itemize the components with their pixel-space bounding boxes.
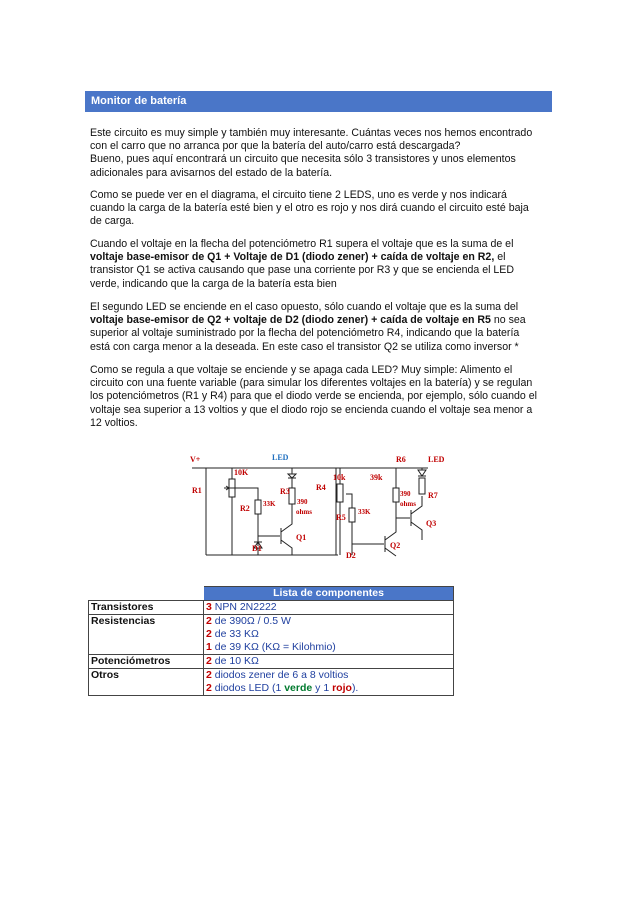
led1-label: LED [272, 453, 289, 462]
led2-label: LED [428, 455, 445, 464]
leds-paragraph: Como se puede ver en el diagrama, el circuito tiene 2 LEDS, uno es verde y nos indicará cuando la carga de la batería esté bien y el otro es rojo y nos dirá cuando el circuito esté baja de carga. [90, 189, 529, 228]
r3-value: 390 [297, 498, 308, 506]
section-title: Monitor de batería [85, 91, 552, 112]
vplus-label: V+ [190, 455, 201, 464]
battery-monitor-schematic [188, 448, 453, 566]
intro-paragraph: Este circuito es muy simple y también muy interesante. Cuántas veces nos hemos encontrado con el carro que no arranca por que la batería del auto/carro está descargada? Bueno, pues aquí encontrará un circuito que necesita sólo 3 transistores y unos elementos adicionales para avisarnos del estado de la batería. [90, 127, 533, 179]
regulation-paragraph: Como se regula a que voltaje se enciende y se apaga cada LED? Muy simple: Alimento el circuito con una fuente variable (para simular los diferentes voltajes en la batería) y se regulan los potenciómetros (R1 y R4) para que el diodo verde se encienda, por ejemplo, sólo cuando el voltaje sea superior a 13 voltios y que el diodo rojo se encienda cuando el voltaje sea menor a 12 voltios. [90, 364, 537, 429]
row-label: Otros [89, 669, 204, 696]
red-led-paragraph: El segundo LED se enciende en el caso opuesto, sólo cuando el voltaje que es la suma del voltaje base-emisor de Q2 + voltaje de D2 (diodo zener) + caída de voltaje en R5 no sea superior al voltaje suministrado por la flecha del potenciómetro R4, indicando que la batería está con carga menor a la deseada. En este caso el transistor Q2 se utiliza como inversor * [90, 301, 526, 353]
components-table [88, 586, 454, 696]
table-row: Otros 2 diodos zener de 6 a 8 voltios 2 diodos LED (1 verde y 1 rojo). [89, 669, 454, 696]
d1-label: D1 [252, 544, 262, 553]
row-label: Resistencias [89, 615, 204, 655]
r3-unit: ohms [296, 508, 312, 516]
d2-label: D2 [346, 551, 356, 560]
table-row: Potenciómetros 2 de 10 KΩ [89, 655, 454, 669]
r1-value: 10K [234, 468, 249, 477]
q3-label: Q3 [426, 519, 437, 528]
r2-value: 33K [263, 500, 276, 508]
r4-label: R4 [316, 483, 326, 492]
r6-label: R6 [396, 455, 406, 464]
r7-label: R7 [428, 491, 438, 500]
r7-value: 390 [400, 490, 411, 498]
row-label: Potenciómetros [89, 655, 204, 669]
r5-value: 33K [358, 508, 371, 516]
green-led-paragraph: Cuando el voltaje en la flecha del potenciómetro R1 supera el voltaje que es la suma de el voltaje base-emisor de Q1 + Voltaje de D1 (diodo zener) + caída de voltaje en R2, el transistor Q1 se activa causando que pase una corriente por R3 y que se encienda el LED verde, indicando que la carga de la batería esta bien [90, 238, 515, 290]
r1-label: R1 [192, 486, 202, 495]
q1-label: Q1 [296, 533, 307, 542]
table-row: Resistencias 2 de 390Ω / 0.5 W 2 de 33 KΩ 1 de 39 KΩ (KΩ = Kilohmio) [89, 615, 454, 655]
row-label: Transistores [89, 601, 204, 615]
r6-value: 39k [370, 473, 383, 482]
r5-label: R5 [336, 513, 346, 522]
r3-label: R3 [280, 487, 290, 496]
r7-unit: ohms [400, 500, 416, 508]
components-table-title: Lista de componentes [204, 587, 454, 601]
table-row: Transistores 3 NPN 2N2222 [89, 601, 454, 615]
r4-value: 10k [333, 473, 346, 482]
r2-label: R2 [240, 504, 250, 513]
q2-label: Q2 [390, 541, 401, 550]
